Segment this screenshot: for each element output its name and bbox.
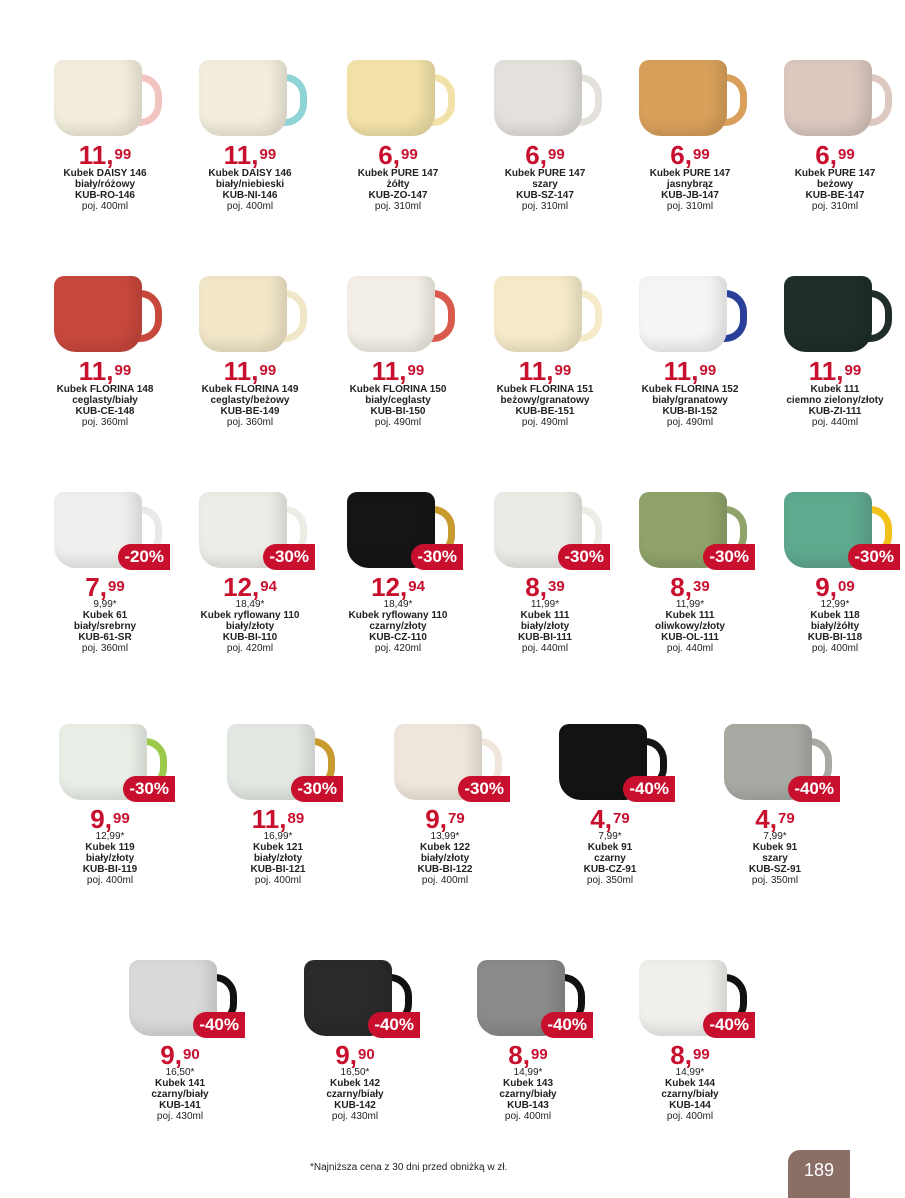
product-name: Kubek 91 <box>752 842 798 853</box>
discount-badge: -40% <box>623 776 675 802</box>
price-decimal: 99 <box>114 362 132 379</box>
product-card <box>375 716 515 886</box>
product-capacity: poj. 400ml <box>254 875 302 886</box>
mug-image <box>46 268 164 356</box>
product-card <box>458 952 598 1122</box>
product-code: KUB-BE-147 <box>805 190 865 201</box>
product-code: KUB-141 <box>159 1100 201 1111</box>
price-integer: 8 <box>670 572 685 602</box>
product-code: KUB-SZ-147 <box>516 190 574 201</box>
price-decimal: 09 <box>838 578 855 595</box>
product-name: Kubek ryflowany 110 <box>348 610 448 621</box>
product-name: Kubek FLORINA 149 <box>201 384 299 395</box>
product-name: Kubek PURE 147 <box>794 168 876 179</box>
price-integer: 8 <box>508 1040 523 1070</box>
product-code: KUB-143 <box>507 1100 549 1111</box>
page-number: 189 <box>788 1150 850 1198</box>
mug-body <box>199 276 287 352</box>
product-card <box>328 268 468 428</box>
mug-image <box>191 52 309 140</box>
product-color: biały/złoty <box>225 621 275 632</box>
price-decimal: 94 <box>408 578 425 595</box>
mug-image <box>339 484 457 572</box>
product-capacity: poj. 310ml <box>521 201 569 212</box>
price-decimal: 99 <box>114 146 132 163</box>
discount-badge: -40% <box>368 1012 420 1038</box>
product-color: biały/ceglasty <box>365 395 431 406</box>
price-integer: 11 <box>78 356 107 386</box>
product-name: Kubek 111 <box>665 610 715 621</box>
price-integer: 9 <box>160 1040 175 1070</box>
price-decimal: 90 <box>358 1046 375 1063</box>
product-code: KUB-61-SR <box>78 632 132 643</box>
old-price: 16,50* <box>340 1067 370 1078</box>
mug-image <box>776 268 894 356</box>
product-code: KUB-BE-149 <box>220 406 280 417</box>
product-card <box>35 484 175 654</box>
product-capacity: poj. 420ml <box>374 643 422 654</box>
product-code: KUB-SZ-91 <box>748 864 802 875</box>
product-capacity: poj. 420ml <box>226 643 274 654</box>
product-name: Kubek PURE 147 <box>649 168 731 179</box>
product-card <box>620 52 760 212</box>
mug-body <box>347 276 435 352</box>
price-decimal: 99 <box>113 810 130 827</box>
discount-badge: -20% <box>118 544 170 570</box>
price: 8,99 <box>670 1040 710 1070</box>
price: 4,79 <box>590 804 630 834</box>
price: 9,99 <box>90 804 130 834</box>
product-name: Kubek FLORINA 148 <box>56 384 154 395</box>
product-color: czarny/biały <box>661 1089 719 1100</box>
price-integer: 4 <box>755 804 770 834</box>
product-name: Kubek 61 <box>82 610 128 621</box>
mug-image <box>121 952 239 1040</box>
price-decimal: 89 <box>287 810 305 827</box>
product-color: biały/złoty <box>420 853 470 864</box>
product-capacity: poj. 440ml <box>811 417 859 428</box>
product-capacity: poj. 360ml <box>81 417 129 428</box>
product-card <box>35 268 175 428</box>
product-code: KUB-ZO-147 <box>368 190 428 201</box>
product-code: KUB-OL-111 <box>661 632 719 643</box>
mug-image <box>486 484 604 572</box>
product-card <box>765 268 905 428</box>
product-name: Kubek 111 <box>520 610 570 621</box>
product-capacity: poj. 350ml <box>751 875 799 886</box>
mug-image <box>296 952 414 1040</box>
old-price: 12,99* <box>95 831 125 842</box>
product-capacity: poj. 490ml <box>666 417 714 428</box>
price: 6,99 <box>378 140 418 170</box>
product-card <box>40 716 180 886</box>
price-decimal: 99 <box>531 1046 548 1063</box>
price: 11,99 <box>663 356 717 386</box>
product-name: Kubek 143 <box>502 1078 554 1089</box>
price-integer: 9 <box>815 572 830 602</box>
price-decimal: 99 <box>838 146 855 163</box>
product-code: KUB-BI-119 <box>82 864 138 875</box>
price-integer: 8 <box>670 1040 685 1070</box>
product-code: KUB-142 <box>334 1100 376 1111</box>
product-capacity: poj. 400ml <box>811 643 859 654</box>
product-color: czarny/biały <box>499 1089 557 1100</box>
product-color: żółty <box>386 179 410 190</box>
mug-image <box>776 52 894 140</box>
price: 8,39 <box>525 572 565 602</box>
product-code: KUB-CZ-91 <box>583 864 637 875</box>
mug-body <box>784 276 872 352</box>
price-integer: 11 <box>663 356 692 386</box>
product-code: KUB-BI-152 <box>662 406 718 417</box>
product-capacity: poj. 400ml <box>504 1111 552 1122</box>
product-card <box>328 52 468 212</box>
product-color: biały/złoty <box>520 621 570 632</box>
old-price: 16,50* <box>165 1067 195 1078</box>
product-color: czarny <box>594 853 626 864</box>
old-price: 14,99* <box>675 1067 705 1078</box>
price-integer: 6 <box>815 140 830 170</box>
product-code: KUB-CZ-110 <box>369 632 427 643</box>
product-name: Kubek FLORINA 150 <box>349 384 447 395</box>
mug-image <box>631 952 749 1040</box>
product-card <box>765 484 905 654</box>
price: 11,99 <box>78 356 132 386</box>
price-integer: 12 <box>371 572 400 602</box>
old-price: 16,99* <box>263 831 293 842</box>
product-color: oliwkowy/złoty <box>654 621 725 632</box>
mug-image <box>51 716 169 804</box>
mug-body <box>347 60 435 136</box>
price: 11,99 <box>371 356 425 386</box>
product-card <box>540 716 680 886</box>
product-color: czarny/biały <box>151 1089 209 1100</box>
old-price: 18,49* <box>235 599 265 610</box>
price: 7,99 <box>85 572 125 602</box>
price-integer: 11 <box>223 140 252 170</box>
discount-badge: -30% <box>458 776 510 802</box>
price: 11,99 <box>518 356 572 386</box>
product-code: KUB-BI-111 <box>518 632 572 643</box>
product-card <box>620 484 760 654</box>
product-card <box>180 52 320 212</box>
price: 4,79 <box>755 804 795 834</box>
discount-badge: -30% <box>558 544 610 570</box>
product-capacity: poj. 310ml <box>374 201 422 212</box>
price: 9,09 <box>815 572 855 602</box>
price: 6,99 <box>525 140 565 170</box>
product-code: KUB-144 <box>669 1100 711 1111</box>
mug-body <box>54 60 142 136</box>
mug-image <box>631 484 749 572</box>
price-integer: 11 <box>518 356 547 386</box>
discount-badge: -30% <box>291 776 343 802</box>
mug-body <box>784 60 872 136</box>
price-integer: 9 <box>335 1040 350 1070</box>
price-decimal: 99 <box>693 1046 710 1063</box>
old-price: 14,99* <box>513 1067 543 1078</box>
product-capacity: poj. 490ml <box>374 417 422 428</box>
product-name: Kubek PURE 147 <box>357 168 439 179</box>
product-code: KUB-BI-121 <box>250 864 306 875</box>
discount-badge: -40% <box>541 1012 593 1038</box>
old-price: 7,99* <box>763 831 787 842</box>
old-price: 18,49* <box>383 599 413 610</box>
product-card <box>475 52 615 212</box>
price-decimal: 79 <box>778 810 795 827</box>
product-card <box>180 268 320 428</box>
price-decimal: 79 <box>613 810 630 827</box>
product-color: ceglasty/beżowy <box>210 395 290 406</box>
discount-badge: -30% <box>703 544 755 570</box>
product-color: beżowy <box>816 179 854 190</box>
product-code: KUB-BE-151 <box>515 406 575 417</box>
product-card <box>620 268 760 428</box>
product-code: KUB-NI-146 <box>222 190 278 201</box>
mug-image <box>46 484 164 572</box>
product-capacity: poj. 310ml <box>811 201 859 212</box>
product-card <box>475 268 615 428</box>
price: 11,99 <box>223 356 277 386</box>
product-name: Kubek 121 <box>252 842 304 853</box>
discount-badge: -30% <box>848 544 900 570</box>
mug-body <box>639 276 727 352</box>
product-code: KUB-CE-148 <box>75 406 135 417</box>
product-color: czarny/biały <box>326 1089 384 1100</box>
product-capacity: poj. 430ml <box>156 1111 204 1122</box>
product-card <box>208 716 348 886</box>
mug-image <box>386 716 504 804</box>
product-color: biały/różowy <box>74 179 135 190</box>
price-decimal: 99 <box>259 362 277 379</box>
product-color: beżowy/granatowy <box>500 395 590 406</box>
product-code: KUB-BI-110 <box>222 632 278 643</box>
price-integer: 6 <box>378 140 393 170</box>
product-name: Kubek 142 <box>329 1078 381 1089</box>
discount-badge: -40% <box>788 776 840 802</box>
price-decimal: 99 <box>108 578 125 595</box>
mug-image <box>191 484 309 572</box>
price-integer: 6 <box>525 140 540 170</box>
product-name: Kubek ryflowany 110 <box>200 610 300 621</box>
mug-image <box>631 268 749 356</box>
product-card <box>620 952 760 1122</box>
product-name: Kubek 144 <box>664 1078 716 1089</box>
product-code: KUB-RO-146 <box>74 190 135 201</box>
product-code: KUB-BI-150 <box>370 406 426 417</box>
discount-badge: -30% <box>411 544 463 570</box>
product-color: ciemno zielony/złoty <box>786 395 884 406</box>
product-color: biały/złoty <box>253 853 303 864</box>
price: 11,99 <box>223 140 277 170</box>
product-code: KUB-ZI-111 <box>808 406 862 417</box>
product-name: Kubek 111 <box>810 384 860 395</box>
old-price: 9,99* <box>93 599 117 610</box>
product-card <box>328 484 468 654</box>
mug-body <box>494 276 582 352</box>
old-price: 12,99* <box>820 599 850 610</box>
mug-image <box>486 268 604 356</box>
mug-body <box>494 60 582 136</box>
price: 11,99 <box>808 356 862 386</box>
product-color: biały/niebieski <box>215 179 285 190</box>
product-name: Kubek 119 <box>85 842 135 853</box>
product-color: jasnybrąz <box>666 179 714 190</box>
product-code: KUB-BI-118 <box>807 632 863 643</box>
product-name: Kubek 91 <box>587 842 633 853</box>
price-decimal: 99 <box>548 146 565 163</box>
product-capacity: poj. 400ml <box>81 201 129 212</box>
product-color: ceglasty/biały <box>72 395 138 406</box>
product-color: czarny/złoty <box>369 621 427 632</box>
mug-image <box>339 268 457 356</box>
product-capacity: poj. 360ml <box>226 417 274 428</box>
price-decimal: 99 <box>407 362 425 379</box>
product-card <box>180 484 320 654</box>
mug-image <box>469 952 587 1040</box>
mug-image <box>486 52 604 140</box>
price-integer: 11 <box>251 804 280 834</box>
price-integer: 7 <box>85 572 100 602</box>
mug-image <box>551 716 669 804</box>
product-capacity: poj. 440ml <box>521 643 569 654</box>
old-price: 11,99* <box>675 599 705 610</box>
product-code: KUB-BI-122 <box>417 864 473 875</box>
price: 8,39 <box>670 572 710 602</box>
mug-body <box>639 60 727 136</box>
price-decimal: 99 <box>554 362 572 379</box>
price: 12,94 <box>371 572 425 602</box>
old-price: 13,99* <box>430 831 460 842</box>
old-price: 7,99* <box>598 831 622 842</box>
price-decimal: 79 <box>448 810 465 827</box>
product-capacity: poj. 400ml <box>421 875 469 886</box>
discount-badge: -30% <box>263 544 315 570</box>
footnote: *Najniższa cena z 30 dni przed obniżką w zł. <box>310 1162 508 1173</box>
product-name: Kubek PURE 147 <box>504 168 586 179</box>
product-name: Kubek DAISY 146 <box>63 168 147 179</box>
product-color: szary <box>532 179 558 190</box>
product-capacity: poj. 490ml <box>521 417 569 428</box>
mug-image <box>776 484 894 572</box>
price-integer: 11 <box>223 356 252 386</box>
mug-image <box>46 52 164 140</box>
product-capacity: poj. 350ml <box>586 875 634 886</box>
old-price: 11,99* <box>530 599 560 610</box>
price: 9,79 <box>425 804 465 834</box>
price-decimal: 99 <box>401 146 418 163</box>
mug-image <box>191 268 309 356</box>
price-decimal: 39 <box>548 578 565 595</box>
price-integer: 9 <box>90 804 105 834</box>
product-card <box>765 52 905 212</box>
price-decimal: 90 <box>183 1046 200 1063</box>
price-decimal: 39 <box>693 578 710 595</box>
price-integer: 8 <box>525 572 540 602</box>
product-card <box>110 952 250 1122</box>
discount-badge: -30% <box>123 776 175 802</box>
price-decimal: 94 <box>260 578 277 595</box>
product-color: biały/żółty <box>810 621 860 632</box>
discount-badge: -40% <box>193 1012 245 1038</box>
mug-image <box>631 52 749 140</box>
product-card <box>475 484 615 654</box>
mug-body <box>199 60 287 136</box>
price: 9,90 <box>160 1040 200 1070</box>
mug-image <box>219 716 337 804</box>
price-integer: 11 <box>78 140 107 170</box>
product-capacity: poj. 360ml <box>81 643 129 654</box>
product-card <box>705 716 845 886</box>
price: 11,89 <box>251 804 305 834</box>
price-decimal: 99 <box>844 362 862 379</box>
mug-image <box>339 52 457 140</box>
mug-image <box>716 716 834 804</box>
price: 6,99 <box>670 140 710 170</box>
product-name: Kubek 141 <box>154 1078 206 1089</box>
price-integer: 6 <box>670 140 685 170</box>
product-code: KUB-JB-147 <box>661 190 719 201</box>
product-capacity: poj. 400ml <box>666 1111 714 1122</box>
discount-badge: -40% <box>703 1012 755 1038</box>
price-integer: 4 <box>590 804 605 834</box>
product-name: Kubek 122 <box>419 842 471 853</box>
product-name: Kubek DAISY 146 <box>208 168 292 179</box>
product-name: Kubek FLORINA 151 <box>496 384 594 395</box>
product-name: Kubek 118 <box>810 610 860 621</box>
product-color: biały/srebrny <box>73 621 137 632</box>
price-integer: 9 <box>425 804 440 834</box>
price-integer: 11 <box>808 356 837 386</box>
product-color: biały/granatowy <box>652 395 728 406</box>
product-capacity: poj. 400ml <box>86 875 134 886</box>
product-color: biały/złoty <box>85 853 135 864</box>
price: 9,90 <box>335 1040 375 1070</box>
price: 6,99 <box>815 140 855 170</box>
price-decimal: 99 <box>699 362 717 379</box>
product-capacity: poj. 400ml <box>226 201 274 212</box>
product-name: Kubek FLORINA 152 <box>641 384 739 395</box>
product-card <box>285 952 425 1122</box>
product-capacity: poj. 310ml <box>666 201 714 212</box>
price: 12,94 <box>223 572 277 602</box>
product-card <box>35 52 175 212</box>
price: 11,99 <box>78 140 132 170</box>
price-decimal: 99 <box>693 146 710 163</box>
price: 8,99 <box>508 1040 548 1070</box>
price-integer: 11 <box>371 356 400 386</box>
mug-body <box>54 276 142 352</box>
product-capacity: poj. 440ml <box>666 643 714 654</box>
price-decimal: 99 <box>259 146 277 163</box>
price-integer: 12 <box>223 572 252 602</box>
product-color: szary <box>762 853 788 864</box>
product-capacity: poj. 430ml <box>331 1111 379 1122</box>
